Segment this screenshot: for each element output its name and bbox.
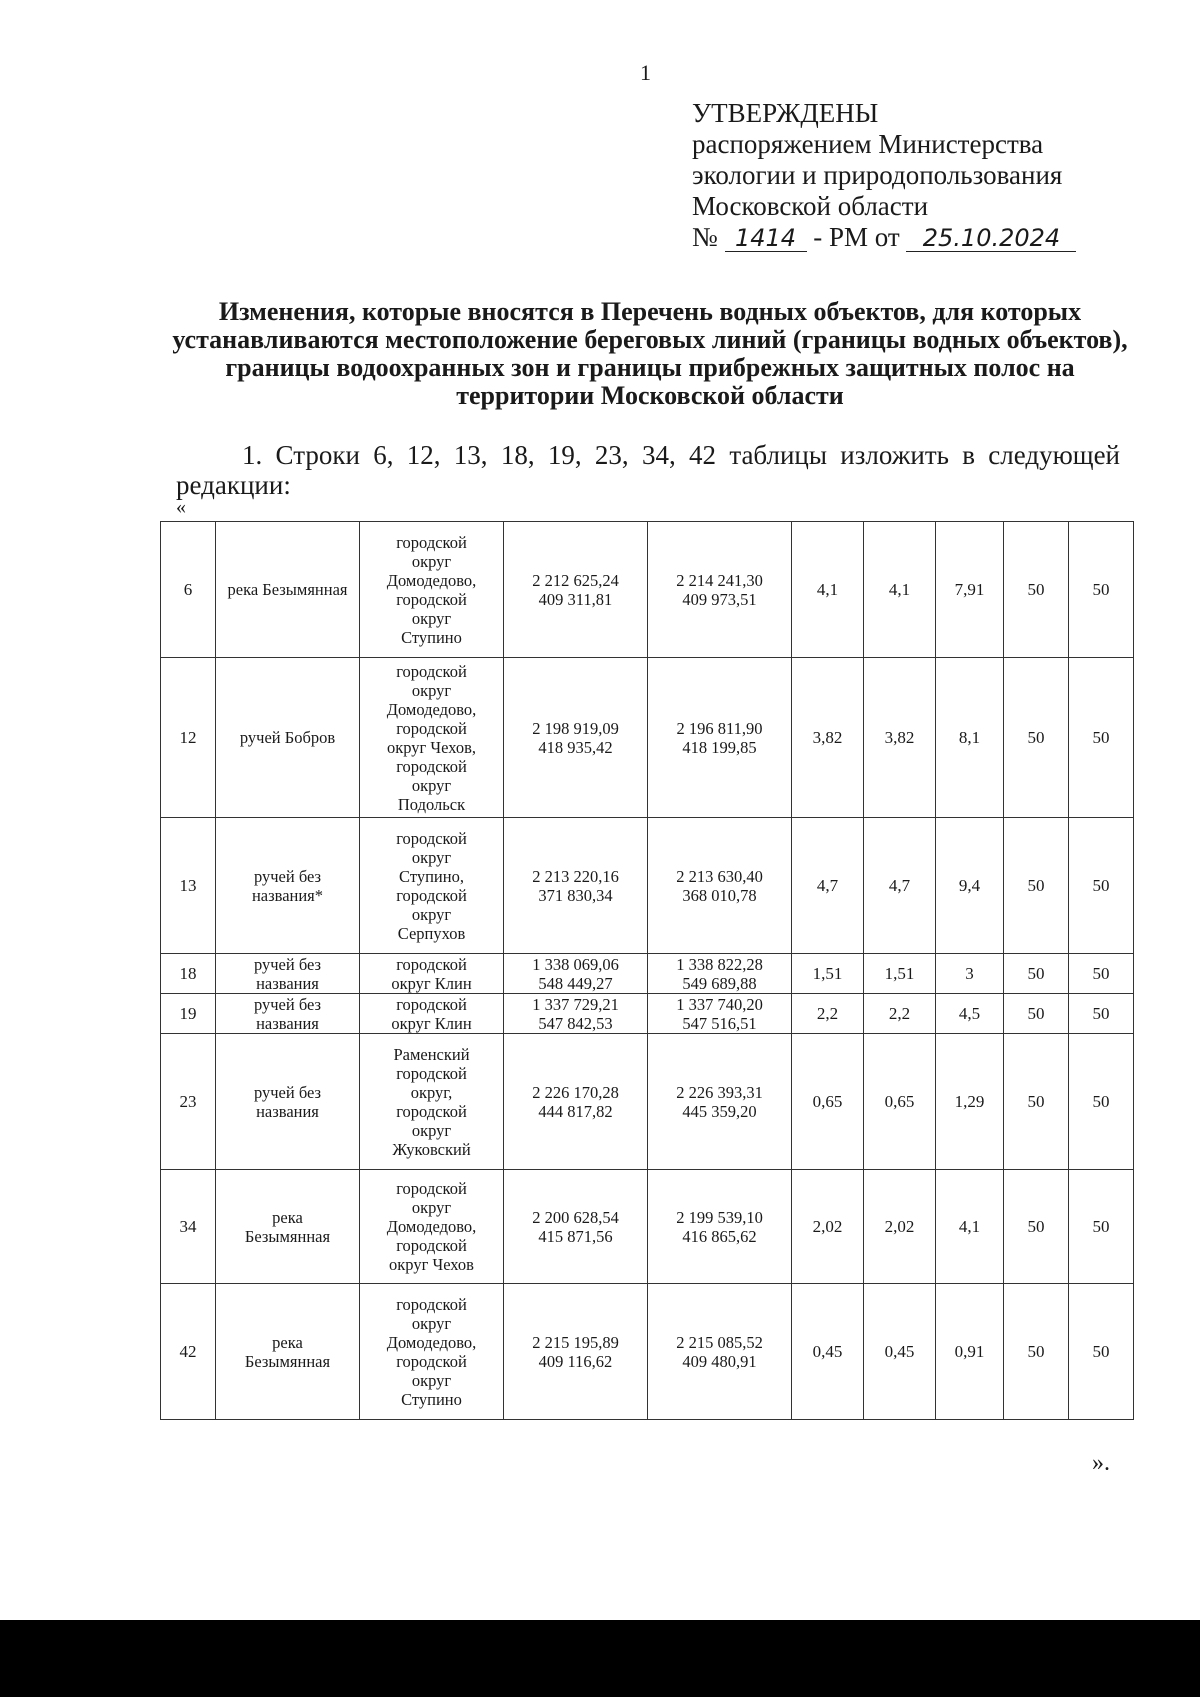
table-row bbox=[161, 994, 1134, 1034]
handwritten-order-date: 25.10.2024 bbox=[906, 225, 1076, 252]
value-cell: 50 bbox=[1069, 994, 1134, 1034]
municipality-cell: городской округ Домодедово, городской округ Чехов, городской округ Подольск bbox=[360, 658, 504, 818]
end-coordinates-cell: 2 214 241,30 409 973,51 bbox=[648, 522, 792, 658]
water-object-name-cell: ручей без названия* bbox=[216, 818, 360, 954]
approval-title: УТВЕРЖДЕНЫ bbox=[692, 98, 879, 128]
table-row bbox=[161, 658, 1134, 818]
value-cell: 2,02 bbox=[792, 1170, 864, 1284]
start-coordinates-cell: 2 200 628,54 415 871,56 bbox=[504, 1170, 648, 1284]
instruction-paragraph: 1. Строки 6, 12, 13, 18, 19, 23, 34, 42 таблицы изложить в следующей редакции: bbox=[176, 440, 1120, 500]
approval-line-2: экологии и природопользования bbox=[692, 160, 1063, 190]
value-cell: 50 bbox=[1004, 1284, 1069, 1420]
water-object-name-cell: ручей без названия bbox=[216, 954, 360, 994]
water-object-name-cell: река Безымянная bbox=[216, 1170, 360, 1284]
value-cell: 0,45 bbox=[864, 1284, 936, 1420]
row-number-cell: 12 bbox=[161, 658, 216, 818]
start-coordinates-cell: 2 215 195,89 409 116,62 bbox=[504, 1284, 648, 1420]
quote-close: ». bbox=[1092, 1450, 1110, 1476]
value-cell: 9,4 bbox=[936, 818, 1004, 954]
row-number-cell: 18 bbox=[161, 954, 216, 994]
row-number-cell: 13 bbox=[161, 818, 216, 954]
approval-line-1: распоряжением Министерства bbox=[692, 129, 1044, 159]
value-cell: 4,1 bbox=[936, 1170, 1004, 1284]
value-cell: 50 bbox=[1069, 954, 1134, 994]
end-coordinates-cell: 2 199 539,10 416 865,62 bbox=[648, 1170, 792, 1284]
municipality-cell: городской округ Клин bbox=[360, 954, 504, 994]
table-row bbox=[161, 1284, 1134, 1420]
approval-line-3: Московской области bbox=[692, 191, 929, 221]
municipality-cell: Раменский городской округ, городской округ Жуковский bbox=[360, 1034, 504, 1170]
document-title: Изменения, которые вносятся в Перечень водных объектов, для которых устанавливаются местоположение береговых линий (границы водных объектов), границы водоохранных зон и границы прибрежных защитных полос на территории Московской области bbox=[172, 297, 1128, 410]
value-cell: 50 bbox=[1004, 818, 1069, 954]
value-cell: 3 bbox=[936, 954, 1004, 994]
number-prefix: № bbox=[692, 222, 718, 252]
value-cell: 2,2 bbox=[864, 994, 936, 1034]
approval-block bbox=[692, 98, 1076, 253]
value-cell: 50 bbox=[1069, 818, 1134, 954]
start-coordinates-cell: 2 212 625,24 409 311,81 bbox=[504, 522, 648, 658]
value-cell: 4,1 bbox=[792, 522, 864, 658]
rm-text: - РМ от bbox=[813, 222, 900, 252]
start-coordinates-cell: 2 213 220,16 371 830,34 bbox=[504, 818, 648, 954]
end-coordinates-cell: 2 215 085,52 409 480,91 bbox=[648, 1284, 792, 1420]
table-row bbox=[161, 522, 1134, 658]
value-cell: 50 bbox=[1004, 994, 1069, 1034]
table-row bbox=[161, 1170, 1134, 1284]
value-cell: 4,7 bbox=[792, 818, 864, 954]
value-cell: 1,51 bbox=[792, 954, 864, 994]
value-cell: 50 bbox=[1069, 1034, 1134, 1170]
value-cell: 50 bbox=[1069, 1170, 1134, 1284]
value-cell: 0,65 bbox=[864, 1034, 936, 1170]
quote-open: « bbox=[176, 496, 186, 518]
value-cell: 4,7 bbox=[864, 818, 936, 954]
water-objects-table bbox=[160, 521, 1134, 1420]
start-coordinates-cell: 2 198 919,09 418 935,42 bbox=[504, 658, 648, 818]
table-body bbox=[161, 522, 1134, 1420]
row-number-cell: 42 bbox=[161, 1284, 216, 1420]
end-coordinates-cell: 2 226 393,31 445 359,20 bbox=[648, 1034, 792, 1170]
value-cell: 3,82 bbox=[792, 658, 864, 818]
value-cell: 50 bbox=[1069, 522, 1134, 658]
value-cell: 1,51 bbox=[864, 954, 936, 994]
value-cell: 7,91 bbox=[936, 522, 1004, 658]
row-number-cell: 19 bbox=[161, 994, 216, 1034]
start-coordinates-cell: 1 338 069,06 548 449,27 bbox=[504, 954, 648, 994]
municipality-cell: городской округ Клин bbox=[360, 994, 504, 1034]
start-coordinates-cell: 1 337 729,21 547 842,53 bbox=[504, 994, 648, 1034]
value-cell: 50 bbox=[1004, 1034, 1069, 1170]
end-coordinates-cell: 1 337 740,20 547 516,51 bbox=[648, 994, 792, 1034]
end-coordinates-cell: 1 338 822,28 549 689,88 bbox=[648, 954, 792, 994]
value-cell: 50 bbox=[1069, 658, 1134, 818]
value-cell: 2,2 bbox=[792, 994, 864, 1034]
water-object-name-cell: ручей без названия bbox=[216, 994, 360, 1034]
municipality-cell: городской округ Домодедово, городской округ Ступино bbox=[360, 522, 504, 658]
table-row bbox=[161, 818, 1134, 954]
end-coordinates-cell: 2 213 630,40 368 010,78 bbox=[648, 818, 792, 954]
value-cell: 8,1 bbox=[936, 658, 1004, 818]
value-cell: 50 bbox=[1004, 954, 1069, 994]
value-cell: 50 bbox=[1004, 658, 1069, 818]
scan-border bbox=[0, 1620, 1200, 1697]
row-number-cell: 23 bbox=[161, 1034, 216, 1170]
page-number: 1 bbox=[640, 60, 651, 85]
table-row bbox=[161, 1034, 1134, 1170]
handwritten-order-number: 1414 bbox=[725, 225, 807, 252]
end-coordinates-cell: 2 196 811,90 418 199,85 bbox=[648, 658, 792, 818]
approval-signature-line bbox=[692, 222, 1076, 253]
water-object-name-cell: ручей Бобров bbox=[216, 658, 360, 818]
value-cell: 50 bbox=[1004, 522, 1069, 658]
value-cell: 1,29 bbox=[936, 1034, 1004, 1170]
value-cell: 4,5 bbox=[936, 994, 1004, 1034]
value-cell: 2,02 bbox=[864, 1170, 936, 1284]
value-cell: 50 bbox=[1004, 1170, 1069, 1284]
water-object-name-cell: река Безымянная bbox=[216, 1284, 360, 1420]
value-cell: 3,82 bbox=[864, 658, 936, 818]
value-cell: 50 bbox=[1069, 1284, 1134, 1420]
value-cell: 0,65 bbox=[792, 1034, 864, 1170]
municipality-cell: городской округ Домодедово, городской округ Ступино bbox=[360, 1284, 504, 1420]
value-cell: 4,1 bbox=[864, 522, 936, 658]
water-object-name-cell: река Безымянная bbox=[216, 522, 360, 658]
value-cell: 0,91 bbox=[936, 1284, 1004, 1420]
municipality-cell: городской округ Ступино, городской округ Серпухов bbox=[360, 818, 504, 954]
water-object-name-cell: ручей без названия bbox=[216, 1034, 360, 1170]
row-number-cell: 6 bbox=[161, 522, 216, 658]
municipality-cell: городской округ Домодедово, городской округ Чехов bbox=[360, 1170, 504, 1284]
row-number-cell: 34 bbox=[161, 1170, 216, 1284]
start-coordinates-cell: 2 226 170,28 444 817,82 bbox=[504, 1034, 648, 1170]
table-row bbox=[161, 954, 1134, 994]
value-cell: 0,45 bbox=[792, 1284, 864, 1420]
